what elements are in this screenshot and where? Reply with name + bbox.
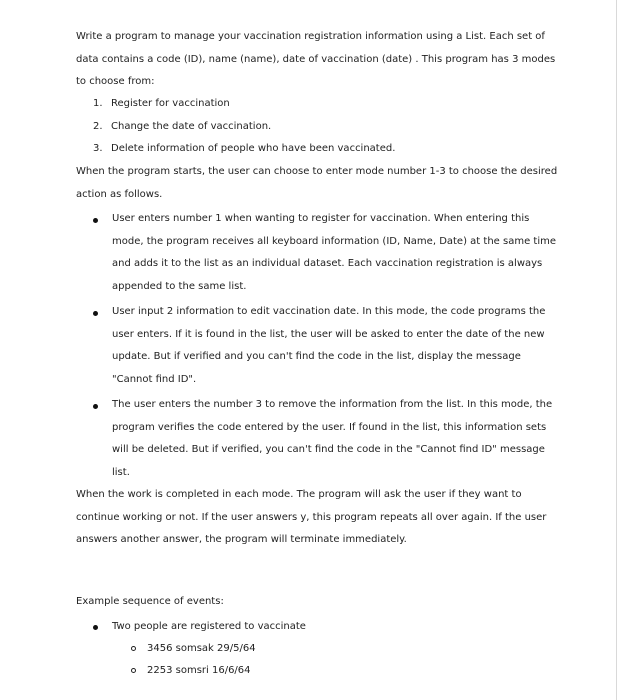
- example-entry-2: 2253 somsri 16/6/64: [147, 665, 251, 676]
- bullet-icon: [93, 311, 98, 316]
- text-line: User enters number 1 when wanting to register for vaccination. When entering this: [112, 213, 530, 224]
- mode-number: 3.: [93, 143, 103, 154]
- bullet-item-1: [112, 208, 556, 298]
- text-line: When the program starts, the user can choose to enter mode number 1-3 to choose the desired: [76, 166, 558, 177]
- text-line: answers another answer, the program will terminate immediately.: [76, 534, 407, 545]
- mode-item-3: [93, 138, 395, 161]
- text-line: mode, the program receives all keyboard information (ID, Name, Date) at the same time: [112, 235, 556, 247]
- circle-bullet-icon: [131, 646, 136, 651]
- completion-paragraph: [76, 484, 566, 552]
- text-line: The user enters the number 3 to remove the information from the list. In this mode, the: [112, 399, 553, 410]
- circle-bullet-icon: [131, 668, 136, 673]
- mode-number: 1.: [93, 98, 103, 109]
- text-line: appended to the same list.: [112, 280, 247, 292]
- text-line: user enters. If it is found in the list, the user will be asked to enter the date of the new: [112, 328, 545, 340]
- bullet-icon: [93, 625, 98, 630]
- text-line: program verifies the code entered by the user. If found in the list, this information sets: [112, 421, 547, 433]
- text-line: When the work is completed in each mode. The program will ask the user if they want to: [76, 489, 522, 500]
- bullet-item-2: [112, 301, 552, 391]
- example-bullet: Two people are registered to vaccinate: [112, 621, 306, 632]
- mode-number: 2.: [93, 121, 103, 132]
- example-entry-1: 3456 somsak 29/5/64: [147, 643, 256, 654]
- start-paragraph: [76, 161, 566, 206]
- text-line: Write a program to manage your vaccination registration information using a List. Each set of: [76, 31, 545, 42]
- text-line: action as follows.: [76, 188, 163, 200]
- text-line: to choose from:: [76, 76, 155, 87]
- text-line: continue working or not. If the user answers y, this program repeats all over again. If the user: [76, 511, 547, 523]
- mode-text: Change the date of vaccination.: [111, 121, 272, 132]
- bullet-icon: [93, 404, 98, 409]
- text-line: will be deleted. But if verified, you can't find the code in the "Cannot find ID" message: [112, 444, 545, 455]
- mode-item-1: [93, 93, 230, 116]
- mode-text: Register for vaccination: [111, 98, 230, 109]
- text-line: data contains a code (ID), name (name), date of vaccination (date) . This program has 3 modes: [76, 53, 556, 65]
- bullet-item-3: [112, 394, 552, 484]
- text-line: update. But if verified and you can't find the code in the list, display the message: [112, 351, 521, 362]
- text-line: "Cannot find ID".: [112, 373, 197, 385]
- text-line: and adds it to the list as an individual dataset. Each vaccination registration is always: [112, 258, 543, 269]
- example-heading: Example sequence of events:: [76, 596, 224, 607]
- mode-item-2: [93, 116, 271, 139]
- text-line: list.: [112, 466, 130, 478]
- bullet-icon: [93, 218, 98, 223]
- text-line: User input 2 information to edit vaccination date. In this mode, the code programs the: [112, 306, 546, 317]
- mode-text: Delete information of people who have been vaccinated.: [111, 143, 396, 154]
- intro-paragraph: [76, 26, 566, 94]
